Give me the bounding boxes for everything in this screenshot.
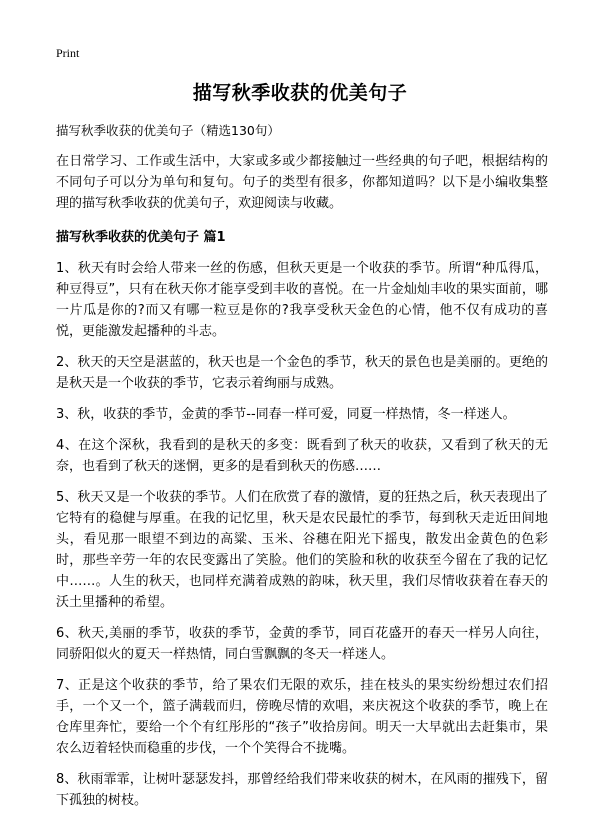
article-subtitle: 描写秋季收获的优美句子（精选130句） — [56, 123, 280, 138]
sentence-paragraph: 3、秋，收获的季节，金黄的季节--同春一样可爱，同夏一样热情，冬一样迷人。 — [56, 407, 516, 422]
sentence-paragraph: 4、在这个深秋，我看到的是秋天的多变：既看到了秋天的收获，又看到了秋天的无奈，也看到了秋天的迷惘，更多的是看到秋天的伤感…… — [56, 438, 548, 474]
intro-paragraph: 在日常学习、工作或生活中，大家或多或少都接触过一些经典的句子吧，根据结构的不同句子可以分为单句和复句。句子的类型有很多，你都知道吗？以下是小编收集整理的描写秋季收获的优美句子，欢迎阅读与收藏。 — [56, 154, 548, 211]
sentence-paragraph: 1、秋天有时会给人带来一丝的伤感，但秋天更是一个收获的季节。所谓“种瓜得瓜，种豆得豆”，只有在秋天你才能享受到丰收的喜悦。在一片金灿灿丰收的果实面前，哪一片瓜是你的?而又有哪一粒豆是你的?我享受秋天金色的心情，他不仅有成功的喜悦，更能激发起播种的斗志。 — [56, 261, 548, 339]
sentence-paragraph: 2、秋天的天空是湛蓝的，秋天也是一个金色的季节，秋天的景色也是美丽的。更绝的是秋天是一个收获的季节，它表示着绚丽与成熟。 — [56, 355, 548, 391]
article-body — [56, 151, 548, 821]
print-link[interactable]: Print — [56, 46, 80, 60]
sentence-paragraph: 5、秋天又是一个收获的季节。人们在欣赏了春的激情，夏的狂热之后，秋天表现出了它特有的稳健与厚重。在我的记忆里，秋天是农民最忙的季节，每到秋天走近田间地头，看见那一眼望不到边的高粱、玉米、谷穗在阳光下摇曳，散发出金黄色的色彩时，那些辛劳一年的农民变露出了笑脸。他们的笑脸和秋的收获至今留在了我的记忆中……。人生的秋天，也同样充满着成熟的韵味，秋天里，我们尽情收获着在春天的沃土里播种的希望。 — [56, 490, 548, 610]
page-title: 描写秋季收获的优美句子 — [192, 82, 408, 104]
sentence-paragraph: 6、秋天,美丽的季节，收获的季节，金黄的季节，同百花盛开的春天一样另人向往，同骄阳似火的夏天一样热情，同白雪飘飘的冬天一样迷人。 — [56, 626, 548, 662]
sentence-paragraph: 8、秋雨霏霏，让树叶瑟瑟发抖，那曾经给我们带来收获的树木，在风雨的摧残下，留下孤独的树枝。 — [56, 772, 548, 808]
sentence-paragraph: 7、正是这个收获的季节，给了果农们无限的欢乐，挂在枝头的果实纷纷想过农们招手，一个又一个，篮子满载而归，傍晚尽情的欢唱，来庆祝这个收获的季节，晚上在仓库里奔忙，要给一个个有红彤彤的“孩子”收拾房间。明天一大早就出去赶集市，果农么迈着轻快而稳重的步伐，一个个笑得合不拢嘴。 — [56, 678, 548, 756]
section-heading: 描写秋季收获的优美句子 篇1 — [56, 230, 226, 245]
